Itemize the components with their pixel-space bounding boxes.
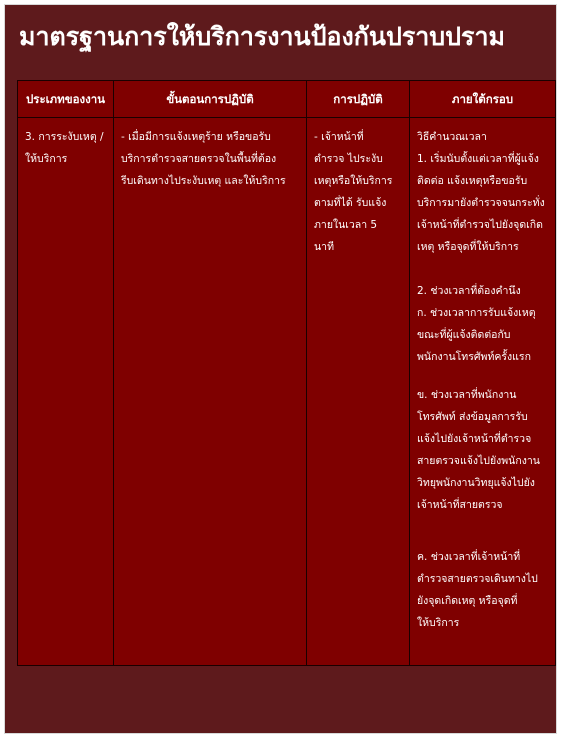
framework-time-period-c: ค. ช่วงเวลาที่เจ้าหน้าที่ ตำรวจสายตรวจเดินทางไป ยังจุดเกิดเหตุ หรือจุดที่ ให้บริการ [417,551,538,629]
spacer [417,516,549,546]
page-title: มาตรฐานการให้บริการงานป้องกันปราบปราม [19,22,505,51]
spacer [417,368,549,384]
framework-calc-method: วิธีคำนวณเวลา 1. เริ่มนับตั้งแต่เวลาที่ผู้แจ้ง ติดต่อ แจ้งเหตุหรือขอรับ บริการมายังตำรวจจนกระทั่ง เจ้าหน้าที่ตำรวจไปยังจุดเกิด เหตุ หรือจุดที่ให้บริการ [417,131,545,253]
cell-action [307,118,410,666]
header-procedure: ขั้นตอนการปฏิบัติ [114,81,307,118]
framework-time-period-a: 2. ช่วงเวลาที่ต้องคำนึง ก. ช่วงเวลาการรับแจ้งเหตุ ขณะที่ผู้แจ้งติดต่อกับ พนักงานโทรศัพท์ครั้งแรก [417,285,536,363]
service-standard-table [17,80,556,666]
spacer [417,258,549,280]
table-row [18,118,556,666]
job-type-text: 3. การระงับเหตุ / ให้บริการ [25,131,104,165]
table-header-row [18,81,556,118]
cell-job-type [18,118,114,666]
header-framework: ภายใต้กรอบ [410,81,556,118]
cell-procedure [114,118,307,666]
header-action: การปฏิบัติ [307,81,410,118]
procedure-text: - เมื่อมีการแจ้งเหตุร้าย หรือขอรับ บริการตำรวจสายตรวจในพื้นที่ต้อง รีบเดินทางไประงับเหตุ และให้บริการ [121,131,286,187]
framework-time-period-b: ข. ช่วงเวลาที่พนักงาน โทรศัพท์ ส่งข้อมูลการรับ แจ้งไปยังเจ้าหน้าที่ตำรวจ สายตรวจแจ้งไปยังพนักงาน วิทยุพนักงานวิทยุแจ้งไปยัง เจ้าหน้าที่สายตรวจ [417,389,540,511]
action-text: - เจ้าหน้าที่ ตำรวจ ไประงับ เหตุหรือให้บริการ ตามที่ได้ รับแจ้ง ภายในเวลา 5 นาที [314,131,393,253]
slide-background [4,4,557,734]
header-job-type: ประเภทของงาน [18,81,114,118]
cell-framework [410,118,556,666]
